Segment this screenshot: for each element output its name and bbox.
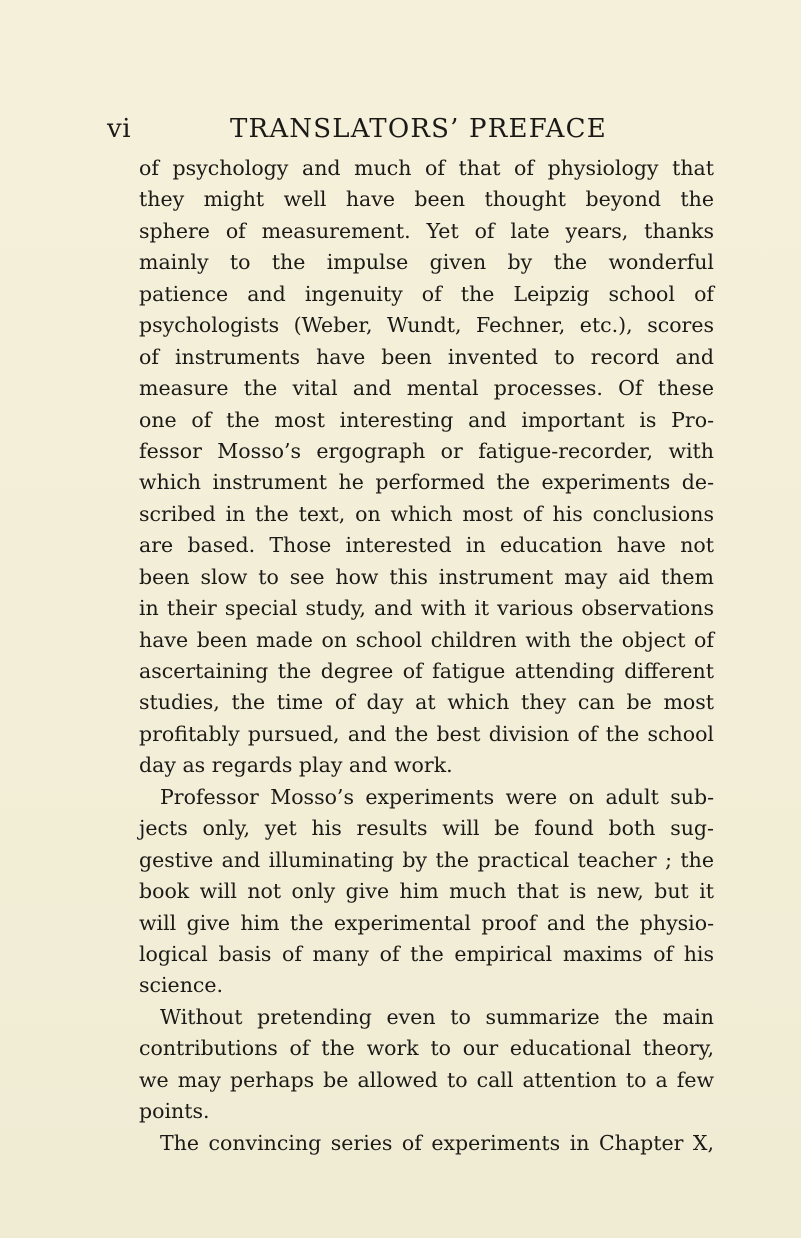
text-line: of instruments have been invented to record and	[139, 344, 714, 369]
text-line: been slow to see how this instrument may aid them	[139, 564, 714, 589]
text-line: jects only, yet his results will be found both sug-	[139, 816, 714, 841]
text-line: contributions of the work to our educational theory,	[139, 1036, 714, 1061]
text-line: studies, the time of day at which they can be most	[139, 690, 714, 715]
text-line: logical basis of many of the empirical maxims of his	[139, 941, 714, 966]
text-line: patience and ingenuity of the Leipzig school of	[139, 281, 714, 306]
text-line: Without pretending even to summarize the main	[160, 1004, 714, 1029]
text-line: profitably pursued, and the best division of the school	[139, 721, 714, 746]
page-number: vi	[107, 114, 132, 144]
text-line: psychologists (Weber, Wundt, Fechner, etc.), scores	[139, 313, 714, 338]
page-header	[0, 111, 801, 147]
text-line: will give him the experimental proof and the physio-	[139, 910, 714, 935]
text-line: are based. Those interested in education have not	[139, 533, 714, 558]
text-line: they might well have been thought beyond the	[139, 187, 714, 212]
text-line: The convincing series of experiments in Chapter X,	[160, 1130, 714, 1155]
text-line: day as regards play and work.	[139, 753, 453, 778]
text-line: sphere of measurement. Yet of late years, thanks	[139, 218, 714, 243]
text-line: Professor Mosso’s experiments were on adult sub-	[160, 784, 714, 809]
text-line: science.	[139, 973, 224, 998]
text-line: which instrument he performed the experiments de-	[139, 470, 714, 495]
text-line: of psychology and much of that of physiology that	[139, 156, 714, 180]
text-line: book will not only give him much that is new, but it	[139, 879, 714, 904]
text-line: gestive and illuminating by the practical teacher ; the	[139, 847, 714, 872]
text-line: one of the most interesting and important is Pro-	[139, 407, 714, 432]
text-line: ascertaining the degree of fatigue attending different	[139, 659, 714, 683]
text-line: we may perhaps be allowed to call attention to a few	[139, 1067, 714, 1092]
text-line: have been made on school children with the object of	[139, 627, 714, 652]
text-line: scribed in the text, on which most of his conclusions	[139, 501, 714, 526]
text-line: fessor Mosso’s ergograph or fatigue-recorder, with	[139, 438, 714, 463]
text-line: points.	[139, 1099, 210, 1124]
text-line: in their special study, and with it various observations	[139, 596, 714, 621]
running-title: TRANSLATORS’ PREFACE	[230, 114, 607, 144]
body-text	[139, 153, 714, 1159]
text-line: mainly to the impulse given by the wonderful	[139, 250, 714, 275]
text-line: measure the vital and mental processes. Of these	[139, 376, 714, 401]
